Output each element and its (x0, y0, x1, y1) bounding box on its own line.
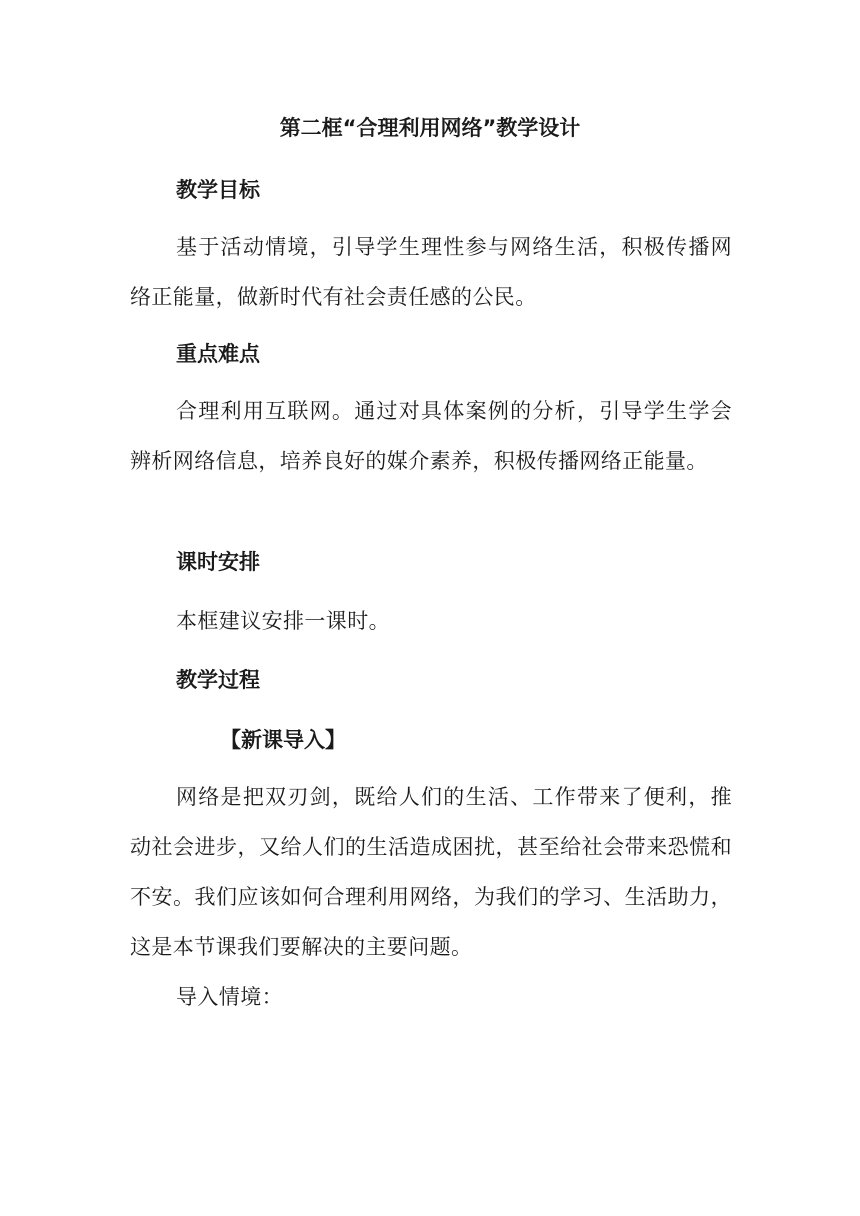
paragraph-objectives: 基于活动情境，引导学生理性参与网络生活，积极传播网络正能量，做新时代有社会责任感的公民。 (130, 235, 732, 309)
document-title: 第二框“合理利用网络”教学设计 (279, 116, 581, 140)
paragraph-intro: 网络是把双刃剑，既给人们的生活、工作带来了便利，推动社会进步，又给人们的生活造成困扰，甚至给社会带来恐慌和不安。我们应该如何合理利用网络，为我们的学习、生活助力，这是本节课我们要解决的主要问题。 (130, 785, 732, 959)
heading-process: 教学过程 (176, 668, 260, 692)
paragraph-schedule: 本框建议安排一课时。 (176, 609, 390, 633)
heading-key-points: 重点难点 (176, 342, 260, 366)
paragraph-key-points: 合理利用互联网。通过对具体案例的分析，引导学生学会辨析网络信息，培养良好的媒介素养，积极传播网络正能量。 (130, 399, 732, 473)
paragraph-situation-label: 导入情境： (176, 985, 283, 1009)
sub-heading-new-lesson-intro: 【新课导入】 (220, 728, 346, 752)
heading-schedule: 课时安排 (176, 550, 260, 574)
heading-objectives: 教学目标 (176, 178, 260, 202)
